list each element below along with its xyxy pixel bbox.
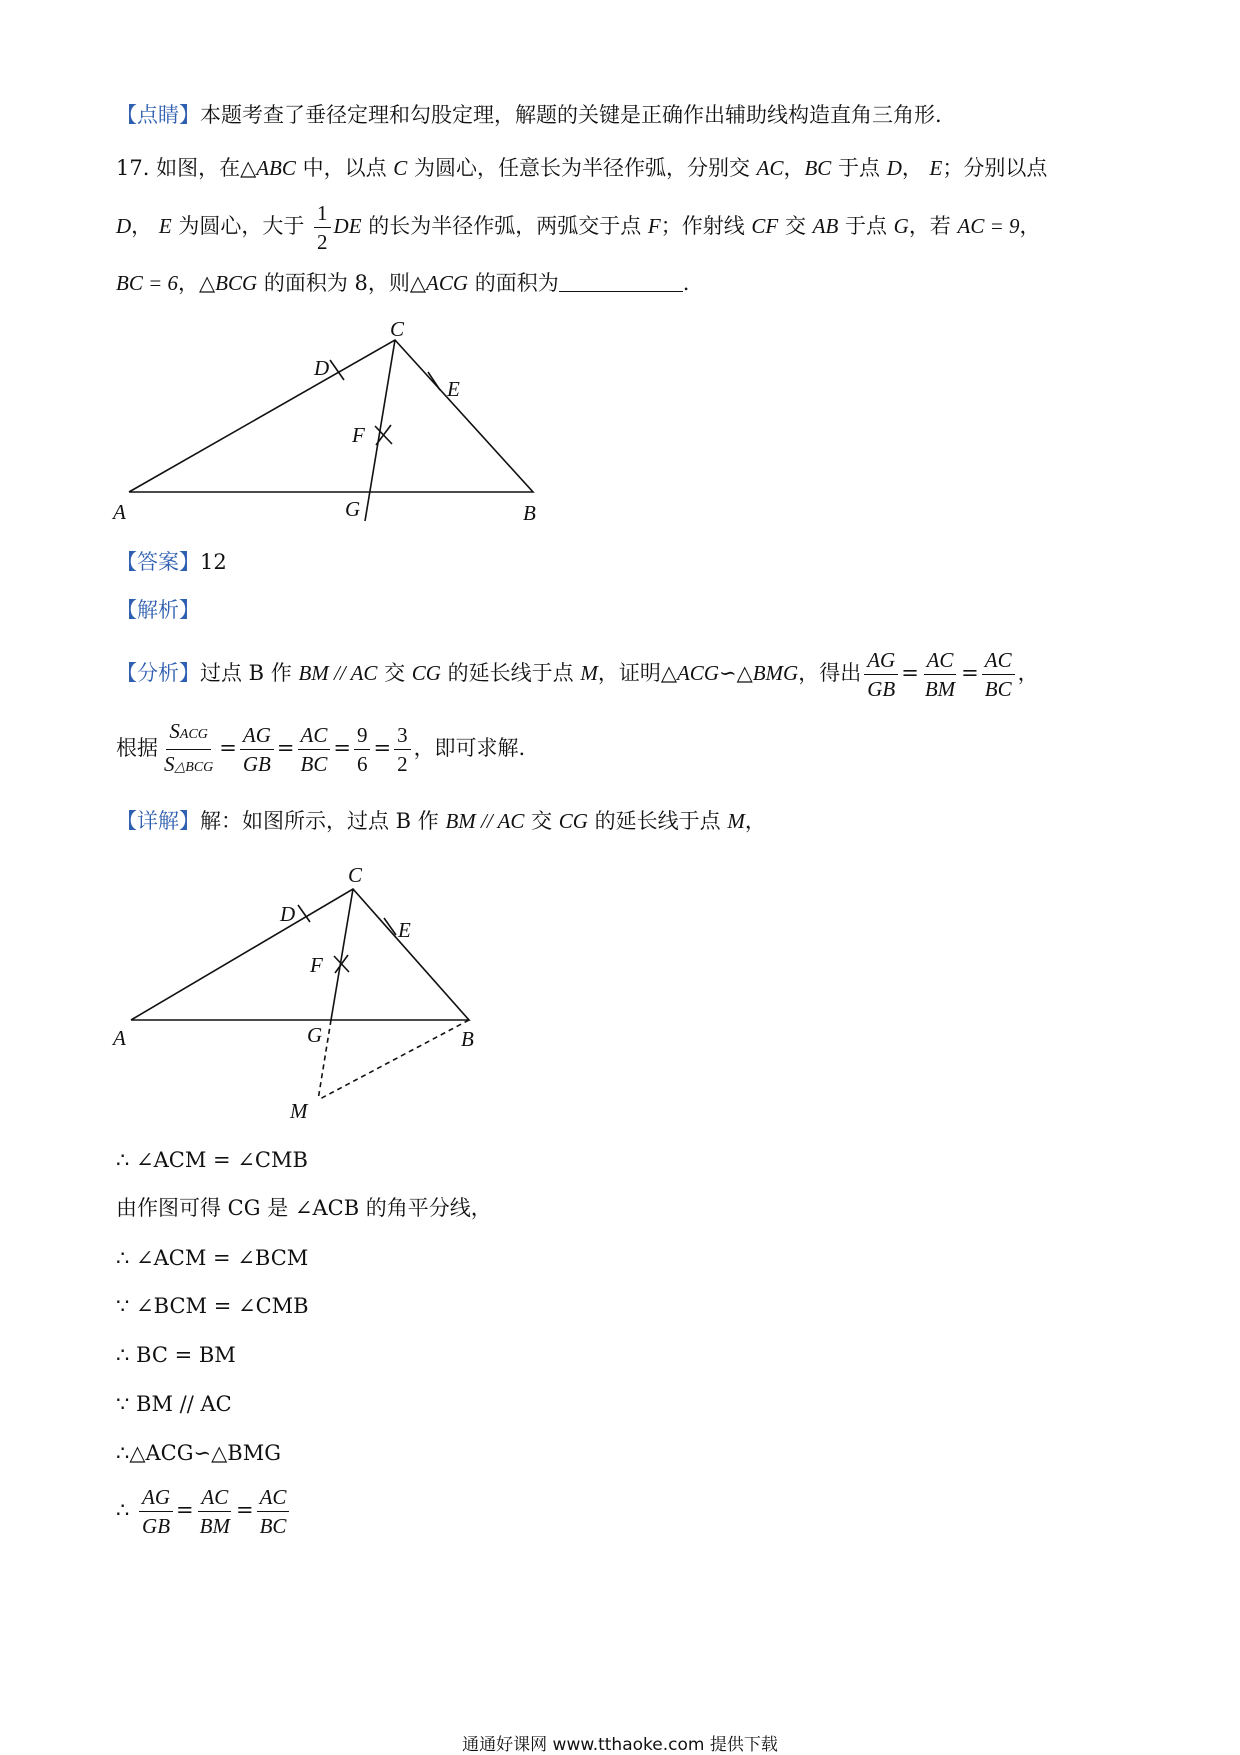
answer-line: [116, 547, 227, 577]
label-c-2: C: [348, 863, 363, 887]
denominator: 2: [397, 752, 408, 776]
math: ACG: [426, 271, 469, 295]
fraction: [240, 721, 274, 778]
label-f: F: [352, 423, 365, 447]
numerator: AC: [298, 721, 331, 750]
text: 17. 如图，在: [116, 156, 241, 180]
dianjing-text: 本题考查了垂径定理和勾股定理，解题的关键是正确作出辅助线构造直角三角形.: [200, 103, 942, 127]
math: AC: [756, 156, 784, 180]
equals: =: [901, 661, 919, 685]
text: 解：如图所示，过点 B 作: [200, 809, 446, 833]
text: 的面积为: [468, 271, 559, 295]
fraction: [354, 721, 371, 778]
fenxi-line: [116, 641, 1039, 705]
arc-d-2: [298, 905, 310, 922]
math: G: [893, 214, 909, 238]
text: ，: [131, 214, 159, 238]
arc-e-2: [384, 918, 396, 935]
triangle-abc: [129, 340, 533, 492]
footer: 通通好课网 www.tthaoke.com 提供下载: [462, 1735, 778, 1755]
math: ABC: [256, 156, 296, 180]
label-a-2: A: [113, 1026, 126, 1050]
fraction: [298, 721, 331, 778]
equals: =: [176, 1498, 194, 1522]
triangle-symbol: △: [240, 156, 257, 180]
text: ，: [783, 156, 805, 180]
xiangjie-line: [116, 806, 766, 836]
math: D: [886, 156, 902, 180]
dianjing-line: [116, 100, 942, 130]
numerator: 1: [314, 199, 331, 228]
s-symbol: S: [169, 719, 180, 743]
math: CF: [751, 214, 779, 238]
math: CG: [411, 661, 441, 685]
math: F: [647, 214, 661, 238]
fraction: [922, 646, 958, 703]
math: M: [727, 809, 745, 833]
text: 过点 B 作: [200, 661, 299, 685]
fenxi-tag: 【分析】: [116, 661, 200, 685]
denominator: BM: [924, 677, 956, 701]
text: 的长为半径作弧，两弧交于点: [361, 214, 648, 238]
numerator: AC: [924, 646, 957, 675]
segment-bm-dashed: [318, 1020, 469, 1100]
final-ratio-line: [116, 1478, 292, 1542]
numerator: AC: [257, 1483, 290, 1512]
text: ；分别以点: [942, 156, 1048, 180]
area-ratio: [161, 717, 216, 782]
text: 中，以点: [295, 156, 394, 180]
math: BMG: [752, 661, 799, 685]
math: CG: [558, 809, 588, 833]
text: ，即可求解.: [413, 736, 526, 760]
subscript: △BCG: [174, 760, 214, 775]
triangle-abc-2: [131, 889, 469, 1020]
text: ；作射线: [660, 214, 752, 238]
math: AC = 9: [957, 214, 1020, 238]
text: 的延长线于点: [440, 661, 581, 685]
text: ∽△: [718, 661, 753, 685]
s-symbol: S: [164, 752, 175, 776]
denominator: BC: [984, 677, 1012, 701]
step-line: ∴△ACG∽△BMG: [116, 1441, 281, 1465]
arc-d: [330, 360, 344, 380]
equals: =: [219, 736, 237, 760]
denominator: BC: [259, 1514, 287, 1538]
denominator: BC: [300, 752, 328, 776]
therefore: ∴: [116, 1498, 137, 1522]
fraction: [139, 1483, 173, 1540]
text: ，证明△: [597, 661, 677, 685]
equals: =: [333, 736, 351, 760]
problem-line-2: [116, 196, 1041, 256]
fraction: [394, 721, 411, 778]
label-a: A: [113, 500, 126, 524]
text: ，: [1017, 661, 1039, 685]
text: ，得出: [798, 661, 862, 685]
step-line: 由作图可得 CG 是 ∠ACB 的角平分线，: [116, 1196, 492, 1220]
text: ，: [901, 156, 930, 180]
text: 交: [524, 809, 559, 833]
math: E: [158, 214, 172, 238]
text: 于点: [831, 156, 887, 180]
math: E: [929, 156, 943, 180]
text: 的延长线于点: [587, 809, 728, 833]
text: 的面积为 8，则△: [257, 271, 427, 295]
denominator: 6: [356, 752, 368, 776]
equals: =: [235, 1498, 254, 1522]
step-line: ∴ BC = BM: [116, 1343, 236, 1367]
label-f-2: F: [310, 953, 323, 977]
denominator: GB: [867, 677, 896, 701]
fraction: [864, 646, 898, 703]
text: ，若: [908, 214, 958, 238]
label-e-2: E: [398, 918, 411, 942]
text: ，△: [178, 271, 216, 295]
problem-line-3: [116, 268, 689, 298]
math: BC: [804, 156, 832, 180]
dianjing-tag: 【点睛】: [116, 103, 200, 127]
answer-value: 12: [200, 550, 227, 574]
label-b-2: B: [461, 1027, 474, 1051]
answer-blank: [559, 271, 683, 292]
math: BM // AC: [298, 661, 378, 685]
text: 交: [377, 661, 412, 685]
math: BC = 6: [116, 271, 179, 295]
equals: =: [961, 661, 979, 685]
segment-gm-dashed: [318, 1020, 331, 1100]
math: BCG: [215, 271, 258, 295]
answer-tag: 【答案】: [116, 550, 200, 574]
numerator: AG: [864, 646, 898, 675]
math: AB: [812, 214, 839, 238]
text: .: [682, 271, 690, 295]
label-g: G: [345, 497, 361, 521]
text: 根据: [116, 736, 158, 760]
text: ，: [744, 809, 766, 833]
fraction: [197, 1483, 233, 1540]
math: M: [580, 661, 598, 685]
label-b: B: [523, 501, 536, 525]
arc-f-2: [334, 955, 349, 973]
numerator: AG: [240, 721, 274, 750]
denominator: 2: [317, 230, 328, 254]
label-d-2: D: [280, 902, 296, 926]
text: 交: [778, 214, 813, 238]
numerator: AC: [198, 1483, 231, 1512]
step-line: ∵ ∠BCM = ∠CMB: [116, 1294, 309, 1318]
math: C: [393, 156, 408, 180]
text: 为圆心，大于: [171, 214, 312, 238]
step-line: ∴ ∠ACM = ∠CMB: [116, 1148, 308, 1172]
jiexi-line: [116, 595, 200, 625]
problem-line-1: [116, 153, 1047, 183]
numerator: AC: [982, 646, 1015, 675]
numerator: AG: [139, 1483, 173, 1512]
text: ，: [1019, 214, 1041, 238]
equals: =: [276, 736, 295, 760]
arc-e: [428, 372, 440, 390]
arc-f: [375, 425, 392, 445]
numerator: 3: [394, 721, 411, 750]
step-line: ∵ BM // AC: [116, 1392, 232, 1416]
label-d: D: [314, 356, 330, 380]
label-c: C: [390, 317, 405, 341]
equals: =: [373, 736, 392, 760]
denominator: GB: [242, 752, 271, 776]
math: ACG: [676, 661, 719, 685]
fraction: [257, 1483, 290, 1540]
label-e: E: [447, 377, 460, 401]
text: 于点: [838, 214, 894, 238]
denominator: GB: [142, 1514, 171, 1538]
numerator: 9: [354, 721, 371, 750]
label-m-2: M: [290, 1099, 308, 1123]
math: DE: [333, 214, 362, 238]
jiexi-tag: 【解析】: [116, 598, 200, 622]
fraction-half: [314, 199, 331, 256]
subscript: ACG: [179, 727, 208, 742]
denominator: BM: [199, 1514, 230, 1538]
xiangjie-tag: 【详解】: [116, 809, 200, 833]
segment-cg-2: [331, 889, 353, 1020]
fraction: [982, 646, 1015, 703]
text: 为圆心，任意长为半径作弧，分别交: [407, 156, 757, 180]
label-g-2: G: [307, 1023, 323, 1047]
math: D: [116, 214, 132, 238]
step-line: ∴ ∠ACM = ∠BCM: [116, 1246, 309, 1270]
ray-cg: [365, 340, 395, 521]
math: BM // AC: [445, 809, 525, 833]
genju-line: [116, 716, 525, 782]
